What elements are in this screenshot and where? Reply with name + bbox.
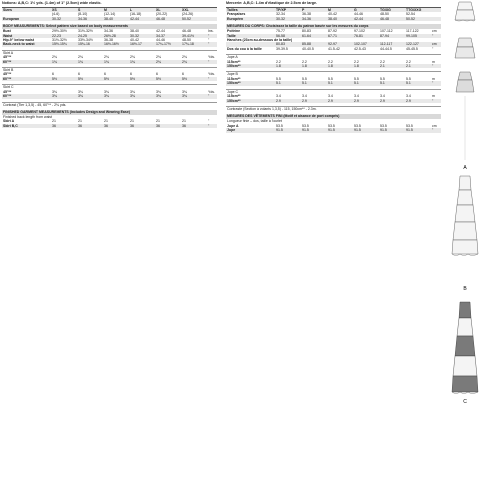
value-cell: 53.5: [302, 123, 309, 128]
skirt-c-drawing: [452, 302, 478, 394]
value-cell: 80-83: [275, 42, 301, 46]
value-cell: XXL: [181, 8, 207, 12]
value-cell: 29½-30½: [52, 29, 67, 34]
unit-cell: ": [431, 64, 441, 68]
value-cell: 2.9: [301, 99, 327, 103]
value-cell: 2.1: [405, 64, 431, 68]
value-cell: 46-48: [155, 17, 181, 21]
value-cell: 2¾: [130, 55, 135, 60]
value-cell: 30-32: [275, 17, 301, 21]
skirt-b-drawing: [452, 176, 478, 256]
row-label: 60"**: [2, 94, 51, 98]
value-cell: 42-44: [129, 17, 155, 21]
value-cell: 1.8: [275, 64, 301, 68]
value-cell: 40-42: [130, 38, 139, 43]
value-cell: 56-58: [275, 34, 301, 38]
unit-cell: cm: [432, 29, 437, 34]
value-cell: 53.5: [328, 123, 335, 128]
value-cell: 3.4: [406, 94, 411, 99]
row-label: Hanches (23cm au-dessous de la taille): [227, 38, 293, 43]
value-cell: 38-40: [327, 17, 353, 21]
value-cell: 3¾: [156, 89, 161, 94]
unit-cell: ": [431, 128, 441, 132]
value-cell: 39-39.5: [276, 46, 288, 51]
value-cell: 5½: [51, 77, 77, 81]
value-cell: 40-42: [328, 12, 337, 17]
unit-cell: Yds.: [208, 89, 216, 94]
contrast-yardage-text: Contrast (Tier 1,3,5) - 45, 60"** - 2¾ yds.: [2, 102, 217, 107]
value-cell: 1¾: [129, 60, 155, 64]
value-cell: L: [129, 8, 155, 12]
value-cell: 21: [52, 119, 56, 124]
value-cell: 26½-28: [103, 34, 129, 38]
value-cell: (24-26): [182, 12, 194, 17]
value-cell: TP/XP: [275, 8, 301, 12]
value-cell: 2.9: [405, 99, 431, 103]
unit-cell: m: [432, 59, 435, 64]
row-label: 150cm**: [226, 81, 275, 85]
view-heading-text: Jupe C: [226, 89, 441, 94]
unit-cell: ": [431, 81, 441, 85]
unit-cell: Ins.: [208, 29, 214, 34]
row-label: 60"**: [2, 60, 51, 64]
value-cell: 2.2: [380, 59, 385, 64]
value-cell: 15¾-16: [77, 42, 103, 46]
value-cell: 61-64: [301, 34, 327, 38]
value-cell: 5.1: [275, 81, 301, 85]
value-cell: 2¾: [155, 60, 181, 64]
value-cell: 6: [104, 72, 106, 77]
value-cell: 3¾: [182, 89, 187, 94]
skirt-views-illustration: [450, 0, 480, 480]
value-cell: 46-48: [182, 29, 191, 34]
value-cell: 36: [103, 124, 129, 128]
value-cell: 34-36: [77, 17, 103, 21]
value-cell: 38-40: [103, 17, 129, 21]
value-cell: 36: [155, 124, 181, 128]
value-cell: 97-102: [354, 29, 365, 34]
value-cell: 53.5: [276, 123, 283, 128]
value-cell: 36-38: [302, 12, 311, 17]
value-cell: 53.5: [406, 123, 413, 128]
value-cell: 3.4: [328, 94, 333, 99]
value-cell: 40-40.5: [302, 46, 314, 51]
view-label-a: A: [463, 165, 467, 171]
unit-cell: ": [207, 42, 217, 46]
value-cell: 44-46: [156, 38, 165, 43]
value-cell: 3¾: [130, 89, 135, 94]
row-label: 150cm**: [226, 99, 275, 103]
value-cell: 2.2: [276, 59, 281, 64]
value-cell: M: [327, 8, 353, 12]
value-cell: 91.5: [353, 128, 379, 132]
row-label: Tailles: [226, 8, 275, 12]
value-cell: 117-122: [406, 29, 419, 34]
unit-cell: ": [207, 60, 217, 64]
size-table-french: [226, 8, 441, 133]
value-cell: 5.1: [327, 81, 353, 85]
row-label: 45"**: [3, 72, 12, 77]
finished-length-subheading-text: Longueur finie – dos, taille à l'ourlet: [227, 119, 282, 124]
view-label-b: B: [463, 286, 467, 292]
value-cell: 2.1: [379, 64, 405, 68]
value-cell: 5½: [77, 77, 103, 81]
value-cell: 30-32: [129, 34, 155, 38]
value-cell: XS: [51, 8, 77, 12]
value-cell: (20-22): [156, 12, 168, 17]
value-cell: 3.4: [276, 94, 281, 99]
unit-cell: cm: [432, 123, 437, 128]
unit-cell: Yds.: [208, 72, 216, 77]
value-cell: 3¾: [104, 89, 109, 94]
value-cell: 16½-16½: [103, 42, 129, 46]
value-cell: 21: [104, 119, 108, 124]
value-cell: 16½-17: [129, 42, 155, 46]
value-cell: 36: [129, 124, 155, 128]
value-cell: 5.5: [328, 76, 333, 81]
value-cell: 91.5: [327, 128, 353, 132]
value-cell: 107-112: [380, 29, 393, 34]
value-cell: 48-50: [182, 38, 191, 43]
unit-cell: m: [432, 94, 435, 99]
row-label: 60"**: [2, 77, 51, 81]
value-cell: P: [301, 8, 327, 12]
value-cell: 99-105: [405, 34, 431, 38]
value-cell: 5½: [155, 77, 181, 81]
value-cell: 45-45.5: [406, 46, 418, 51]
value-cell: 52-54: [406, 12, 415, 17]
unit-cell: ": [207, 77, 217, 81]
value-cell: 5.5: [406, 76, 411, 81]
value-cell: 50-52: [181, 17, 207, 21]
row-label: Dos du cou à la taille: [227, 46, 262, 51]
value-cell: 80-83: [302, 29, 311, 34]
value-cell: 42.5-43: [354, 46, 366, 51]
value-cell: 87-92: [328, 29, 337, 34]
skirt-a-drawing: [455, 2, 475, 160]
value-cell: 31½-32½: [52, 38, 67, 43]
body-measurement-row: [226, 47, 441, 51]
value-cell: 112-117: [379, 42, 405, 46]
value-cell: 6: [156, 72, 158, 77]
unit-cell: ": [208, 119, 210, 124]
finished-measurements-heading-text: MESURES DES VÊTEMENTS FINI (Motif et aisance de port compris): [226, 114, 441, 119]
value-cell: 3¾: [155, 94, 181, 98]
value-cell: 38-40: [130, 29, 139, 34]
value-cell: S: [77, 8, 103, 12]
value-cell: 1.8: [301, 64, 327, 68]
value-cell: 1¾: [51, 60, 77, 64]
value-cell: (12-14): [104, 12, 116, 17]
size-chart-french: [226, 0, 441, 133]
value-cell: 33½-34½: [78, 38, 93, 43]
value-cell: 91.5: [301, 128, 327, 132]
value-cell: 75-77: [276, 29, 285, 34]
value-cell: 34-36: [301, 17, 327, 21]
value-cell: 5.5: [302, 76, 307, 81]
value-cell: 1¾: [77, 60, 103, 64]
value-cell: 102-107: [353, 42, 379, 46]
value-cell: 30-32: [51, 17, 77, 21]
value-cell: 36: [77, 124, 103, 128]
unit-cell: ": [431, 99, 441, 103]
value-cell: 1.8: [327, 64, 353, 68]
value-cell: 2¾: [181, 60, 207, 64]
value-cell: 32-34: [276, 12, 285, 17]
value-cell: 91.5: [379, 128, 405, 132]
value-cell: 2.2: [406, 59, 411, 64]
value-cell: 39-41½: [181, 34, 207, 38]
row-label: Hip-9" below waist: [3, 38, 35, 43]
value-cell: 3¾: [52, 89, 57, 94]
row-label: Skirt B,C: [2, 124, 51, 128]
value-cell: 17¾-18: [181, 42, 207, 46]
value-cell: 5.1: [301, 81, 327, 85]
view-heading-text: Skirt A: [2, 50, 217, 55]
value-cell: 91.5: [405, 128, 431, 132]
value-cell: 44-44.5: [380, 46, 392, 51]
value-cell: 5.1: [353, 81, 379, 85]
finished-length-row: [226, 128, 441, 132]
contrast-yardage-text: Contraste (Section à volants 1,3,5) - 115, 150cm** - 2.3m.: [226, 106, 441, 111]
value-cell: 91.5: [275, 128, 301, 132]
view-heading-text: Skirt B: [2, 68, 217, 73]
row-label: 115cm**: [227, 94, 241, 99]
unit-cell: ": [207, 124, 217, 128]
unit-cell: ": [207, 34, 217, 38]
row-label: Back-neck to waist: [2, 42, 51, 46]
row-label: 45"**: [3, 89, 12, 94]
value-cell: 21: [156, 119, 160, 124]
unit-cell: Yds.: [208, 55, 216, 60]
value-cell: 42-44: [156, 29, 165, 34]
value-cell: 6: [52, 72, 54, 77]
finished-length-subheading-text: Finished back length from waist: [3, 114, 53, 119]
body-measurements-heading-text: MESURES DU CORPS: Choisissez la taille du patron basée sur les mesures du corps: [226, 24, 441, 29]
value-cell: 3¾: [129, 94, 155, 98]
finished-length-row: [2, 124, 217, 128]
value-cell: 2.2: [354, 59, 359, 64]
value-cell: TG/XG: [379, 8, 405, 12]
view-heading-text: Skirt C: [2, 85, 217, 90]
value-cell: 3¾: [77, 94, 103, 98]
value-cell: 6: [78, 72, 80, 77]
value-cell: 85-88: [301, 42, 327, 46]
row-label: 115cm**: [227, 76, 241, 81]
unit-cell: ": [208, 38, 210, 43]
value-cell: TTG/XXG: [405, 8, 431, 12]
value-cell: 2.2: [302, 59, 307, 64]
value-cell: 2.9: [353, 99, 379, 103]
value-cell: (4-6): [52, 12, 60, 17]
unit-cell: ": [432, 46, 434, 51]
value-cell: 36: [181, 124, 207, 128]
value-cell: 3¾: [103, 94, 129, 98]
value-cell: 3¾: [181, 94, 207, 98]
value-cell: 5.5: [380, 76, 385, 81]
value-cell: 5.5: [276, 76, 281, 81]
value-cell: 5.1: [379, 81, 405, 85]
value-cell: 122-127: [405, 42, 431, 46]
value-cell: G: [353, 8, 379, 12]
row-label: Françaises: [227, 12, 246, 17]
value-cell: 2¾: [182, 55, 187, 60]
value-cell: M: [103, 8, 129, 12]
value-cell: 5.5: [354, 76, 359, 81]
value-cell: 21: [130, 119, 134, 124]
value-cell: 17¼-17½: [155, 42, 181, 46]
value-cell: 3.4: [354, 94, 359, 99]
size-table-english: [2, 8, 217, 128]
value-cell: 3¾: [51, 94, 77, 98]
value-cell: 46-48: [379, 17, 405, 21]
value-cell: 87-94: [379, 34, 405, 38]
value-cell: 53.5: [380, 123, 387, 128]
value-cell: 6: [130, 72, 132, 77]
view-label-c: C: [463, 399, 467, 405]
value-cell: 34-37: [155, 34, 181, 38]
value-cell: 1¾: [103, 60, 129, 64]
value-cell: 67-71: [327, 34, 353, 38]
mercerie-text: Mercerie: A,B,C: 1.4m d'élastique de 2.5cm de large.: [226, 0, 441, 8]
row-label: Jupe A: [227, 123, 239, 128]
view-heading-text: Jupe B: [226, 72, 441, 77]
value-cell: 2.9: [327, 99, 353, 103]
value-cell: 6: [182, 72, 184, 77]
value-cell: (16-18): [130, 12, 142, 17]
unit-cell: cm: [431, 42, 441, 46]
value-cell: 31½-32½: [78, 29, 93, 34]
value-cell: 36-38: [104, 38, 113, 43]
value-cell: XL: [155, 8, 181, 12]
value-cell: 2¾: [156, 55, 161, 60]
value-cell: 53.5: [354, 123, 361, 128]
value-cell: 34-36: [104, 29, 113, 34]
row-label: Skirt A: [3, 119, 15, 124]
value-cell: 5½: [181, 77, 207, 81]
row-label: 115cm**: [227, 59, 241, 64]
size-chart-english: [2, 0, 217, 128]
value-cell: 44-46: [354, 12, 363, 17]
value-cell: 76-81: [353, 34, 379, 38]
row-label: 150cm**: [226, 64, 275, 68]
value-cell: 42-44: [353, 17, 379, 21]
value-cell: 2.2: [328, 59, 333, 64]
value-cell: 5½: [129, 77, 155, 81]
row-label: Poitrine: [227, 29, 241, 34]
value-cell: 21: [78, 119, 82, 124]
value-cell: 2.9: [275, 99, 301, 103]
value-cell: 3.4: [380, 94, 385, 99]
unit-cell: m: [432, 76, 435, 81]
row-label: Sizes: [2, 8, 51, 12]
value-cell: 2¾: [78, 55, 83, 60]
unit-cell: ": [431, 34, 441, 38]
value-cell: 50-52: [405, 17, 431, 21]
body-measurements-heading-text: BODY MEASUREMENTS: Select pattern size based on body measurements: [2, 24, 217, 29]
body-measurement-row: [2, 42, 217, 46]
value-cell: 2¾: [52, 55, 57, 60]
value-cell: 5.1: [405, 81, 431, 85]
notions-text: Notions: A,B,C: 1½ yds. (1.4m) of 1" (2.5cm) wide elastic.: [2, 0, 217, 8]
row-label: Bust: [3, 29, 11, 34]
value-cell: 1.8: [353, 64, 379, 68]
row-label: 45"**: [3, 55, 12, 60]
row-label: Waist: [2, 34, 51, 38]
value-cell: (8-10): [78, 12, 88, 17]
row-label: European: [2, 17, 51, 21]
value-cell: 24-25: [77, 34, 103, 38]
value-cell: 21: [182, 119, 186, 124]
value-cell: 2.9: [379, 99, 405, 103]
row-label: Taille: [226, 34, 275, 38]
value-cell: 5½: [103, 77, 129, 81]
unit-cell: ": [207, 94, 217, 98]
finished-measurements-heading-text: FINISHED GARMENT MEASUREMENTS (Includes Design and Wearing Ease): [2, 110, 217, 115]
value-cell: 36: [51, 124, 77, 128]
value-cell: 48-50: [380, 12, 389, 17]
value-cell: 92-97: [327, 42, 353, 46]
view-heading-text: Jupe A: [226, 55, 441, 60]
value-cell: 3¾: [78, 89, 83, 94]
value-cell: 15½-15¾: [51, 42, 77, 46]
value-cell: 41.5-42: [328, 46, 340, 51]
row-label: Jupe: [226, 128, 275, 132]
row-label: Européen: [226, 17, 275, 21]
value-cell: 2¾: [104, 55, 109, 60]
value-cell: 22-23: [51, 34, 77, 38]
value-cell: 3.4: [302, 94, 307, 99]
